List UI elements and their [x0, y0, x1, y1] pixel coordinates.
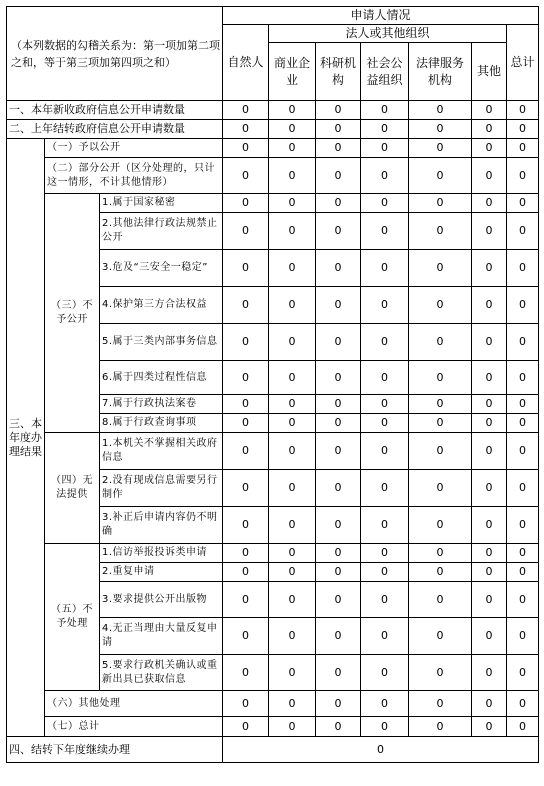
- value-cell: 0: [269, 287, 316, 324]
- value-cell: 0: [316, 717, 361, 737]
- value-cell: 0: [316, 433, 361, 470]
- value-cell: 0: [472, 507, 507, 544]
- value-cell: 0: [361, 655, 409, 691]
- value-cell: 0: [269, 158, 316, 194]
- row-carried-over: [7, 120, 539, 139]
- value-cell: 0: [223, 618, 269, 655]
- row-carry-forward: [7, 737, 539, 763]
- row-partial: [7, 158, 539, 194]
- value-cell: 0: [409, 582, 472, 618]
- item-label: 3.补正后申请内容仍不明确: [100, 507, 223, 544]
- item-label: 8.属于行政查询事项: [100, 414, 223, 433]
- value-cell: 0: [316, 655, 361, 691]
- value-cell: 0: [409, 324, 472, 361]
- value-cell: 0: [316, 470, 361, 507]
- research-header: 科研机构: [316, 43, 361, 101]
- value-cell: 0: [361, 361, 409, 395]
- value-cell: 0: [409, 414, 472, 433]
- value-cell: 0: [472, 213, 507, 250]
- value-cell: 0: [472, 395, 507, 414]
- value-cell: 0: [507, 194, 539, 213]
- value-cell: 0: [409, 563, 472, 582]
- item-label: 1.本机关不掌握相关政府信息: [100, 433, 223, 470]
- value-cell: 0: [507, 544, 539, 563]
- value-cell: 0: [361, 691, 409, 717]
- value-cell: 0: [269, 120, 316, 139]
- value-cell: 0: [472, 470, 507, 507]
- value-cell: 0: [507, 470, 539, 507]
- value-cell: 0: [409, 120, 472, 139]
- value-cell: 0: [316, 139, 361, 158]
- value-cell: 0: [269, 544, 316, 563]
- value-cell: 0: [269, 101, 316, 120]
- value-cell: 0: [223, 139, 269, 158]
- value-cell: 0: [409, 507, 472, 544]
- row-label-other-processing: （六）其他处理: [45, 691, 223, 717]
- value-cell: 0: [316, 101, 361, 120]
- value-cell: 0: [361, 287, 409, 324]
- value-cell: 0: [409, 361, 472, 395]
- value-cell: 0: [223, 717, 269, 737]
- other-header: 其他: [472, 43, 507, 101]
- value-cell: 0: [223, 120, 269, 139]
- value-cell: 0: [507, 395, 539, 414]
- value-cell: 0: [409, 250, 472, 287]
- value-cell: 0: [269, 139, 316, 158]
- value-cell: 0: [316, 213, 361, 250]
- note-cell: （本列数据的勾稽关系为：第一项加第二项之和，等于第三项加第四项之和）: [7, 7, 223, 101]
- group-unable-provide-label: （四）无法提供: [45, 433, 100, 544]
- value-cell: 0: [361, 120, 409, 139]
- value-cell: 0: [472, 194, 507, 213]
- value-cell: 0: [223, 433, 269, 470]
- value-cell: 0: [472, 158, 507, 194]
- legal-group-header: 法人或其他组织: [269, 25, 507, 43]
- value-cell: 0: [223, 507, 269, 544]
- value-cell: 0: [472, 691, 507, 717]
- value-cell: 0: [316, 544, 361, 563]
- value-cell: 0: [507, 361, 539, 395]
- value-cell: 0: [269, 194, 316, 213]
- value-cell: 0: [223, 158, 269, 194]
- value-cell: 0: [316, 395, 361, 414]
- value-cell: 0: [361, 194, 409, 213]
- value-cell: 0: [223, 470, 269, 507]
- value-cell: 0: [409, 691, 472, 717]
- value-cell: 0: [223, 691, 269, 717]
- value-cell: 0: [269, 507, 316, 544]
- value-cell: 0: [223, 563, 269, 582]
- value-cell: 0: [361, 213, 409, 250]
- value-cell: 0: [472, 414, 507, 433]
- value-cell: 0: [507, 158, 539, 194]
- value-cell: 0: [472, 101, 507, 120]
- value-cell: 0: [269, 618, 316, 655]
- value-cell: 0: [472, 717, 507, 737]
- value-cell: 0: [223, 101, 269, 120]
- value-cell: 0: [316, 287, 361, 324]
- value-cell: 0: [472, 139, 507, 158]
- group-unable-provide-row: [7, 433, 539, 470]
- value-cell: 0: [269, 582, 316, 618]
- item-label: 7.属于行政执法案卷: [100, 395, 223, 414]
- value-cell: 0: [507, 507, 539, 544]
- row-other-processing: [7, 691, 539, 717]
- value-cell: 0: [316, 563, 361, 582]
- value-cell: 0: [316, 194, 361, 213]
- carry-forward-value: 0: [223, 737, 539, 763]
- value-cell: 0: [269, 250, 316, 287]
- item-label: 2.没有现成信息需要另行制作: [100, 470, 223, 507]
- value-cell: 0: [472, 324, 507, 361]
- item-label: 4.保护第三方合法权益: [100, 287, 223, 324]
- value-cell: 0: [361, 618, 409, 655]
- value-cell: 0: [507, 618, 539, 655]
- item-label: 4.无正当理由大量反复申请: [100, 618, 223, 655]
- value-cell: 0: [507, 139, 539, 158]
- value-cell: 0: [507, 287, 539, 324]
- value-cell: 0: [316, 618, 361, 655]
- value-cell: 0: [361, 507, 409, 544]
- value-cell: 0: [409, 717, 472, 737]
- row-label-total: （七）总计: [45, 717, 223, 737]
- value-cell: 0: [409, 470, 472, 507]
- value-cell: 0: [507, 414, 539, 433]
- value-cell: 0: [472, 544, 507, 563]
- value-cell: 0: [472, 250, 507, 287]
- value-cell: 0: [269, 414, 316, 433]
- value-cell: 0: [507, 324, 539, 361]
- value-cell: 0: [409, 655, 472, 691]
- gov-info-disclosure-table: [6, 6, 539, 763]
- value-cell: 0: [361, 101, 409, 120]
- value-cell: 0: [361, 250, 409, 287]
- row-label-carry-forward: 四、结转下年度继续办理: [7, 737, 223, 763]
- value-cell: 0: [409, 194, 472, 213]
- value-cell: 0: [223, 194, 269, 213]
- value-cell: 0: [507, 691, 539, 717]
- value-cell: 0: [507, 120, 539, 139]
- item-label: 3.要求提供公开出版物: [100, 582, 223, 618]
- value-cell: 0: [361, 414, 409, 433]
- group-not-disclosed-label: （三）不予公开: [45, 194, 100, 433]
- group-not-processed-row: [7, 544, 539, 563]
- value-cell: 0: [361, 139, 409, 158]
- value-cell: 0: [223, 213, 269, 250]
- value-cell: 0: [223, 544, 269, 563]
- value-cell: 0: [223, 414, 269, 433]
- section-results-label: 三、本年度办理结果: [7, 139, 45, 737]
- value-cell: 0: [269, 691, 316, 717]
- value-cell: 0: [507, 582, 539, 618]
- commercial-header: 商业企业: [269, 43, 316, 101]
- value-cell: 0: [361, 582, 409, 618]
- value-cell: 0: [361, 395, 409, 414]
- value-cell: 0: [409, 287, 472, 324]
- value-cell: 0: [361, 470, 409, 507]
- item-label: 1.信访举报投诉类申请: [100, 544, 223, 563]
- value-cell: 0: [472, 655, 507, 691]
- value-cell: 0: [409, 101, 472, 120]
- value-cell: 0: [507, 655, 539, 691]
- item-label: 2.其他法律行政法规禁止公开: [100, 213, 223, 250]
- total-header: 总计: [507, 25, 539, 101]
- row-label-new-requests: 一、本年新收政府信息公开申请数量: [7, 101, 223, 120]
- value-cell: 0: [472, 120, 507, 139]
- value-cell: 0: [409, 433, 472, 470]
- social-header: 社会公益组织: [361, 43, 409, 101]
- legal-service-header: 法律服务机构: [409, 43, 472, 101]
- value-cell: 0: [361, 717, 409, 737]
- value-cell: 0: [316, 691, 361, 717]
- value-cell: 0: [409, 618, 472, 655]
- group-not-processed-label: （五）不予处理: [45, 544, 100, 691]
- applicant-header: 申请人情况: [223, 7, 539, 25]
- value-cell: 0: [269, 324, 316, 361]
- row-total: [7, 717, 539, 737]
- value-cell: 0: [269, 717, 316, 737]
- value-cell: 0: [361, 563, 409, 582]
- item-label: 5.属于三类内部事务信息: [100, 324, 223, 361]
- value-cell: 0: [223, 655, 269, 691]
- value-cell: 0: [223, 395, 269, 414]
- value-cell: 0: [507, 717, 539, 737]
- value-cell: 0: [472, 618, 507, 655]
- value-cell: 0: [409, 544, 472, 563]
- value-cell: 0: [316, 120, 361, 139]
- item-label: 3.危及“三安全一稳定”: [100, 250, 223, 287]
- value-cell: 0: [223, 287, 269, 324]
- value-cell: 0: [472, 433, 507, 470]
- natural-person-header: 自然人: [223, 25, 269, 101]
- row-label-disclosed: （一）予以公开: [45, 139, 223, 158]
- value-cell: 0: [409, 139, 472, 158]
- value-cell: 0: [223, 250, 269, 287]
- value-cell: 0: [269, 470, 316, 507]
- value-cell: 0: [316, 582, 361, 618]
- value-cell: 0: [316, 250, 361, 287]
- value-cell: 0: [507, 213, 539, 250]
- value-cell: 0: [269, 563, 316, 582]
- value-cell: 0: [361, 433, 409, 470]
- header-row-1: [7, 7, 539, 25]
- item-label: 5.要求行政机关确认或重新出具已获取信息: [100, 655, 223, 691]
- group-not-disclosed-row: [7, 194, 539, 213]
- row-disclosed: [7, 139, 539, 158]
- value-cell: 0: [269, 655, 316, 691]
- item-label: 1.属于国家秘密: [100, 194, 223, 213]
- value-cell: 0: [507, 433, 539, 470]
- value-cell: 0: [472, 582, 507, 618]
- value-cell: 0: [472, 361, 507, 395]
- value-cell: 0: [316, 324, 361, 361]
- value-cell: 0: [409, 395, 472, 414]
- value-cell: 0: [361, 324, 409, 361]
- row-label-partial: （二）部分公开（区分处理的，只计这一情形，不计其他情形）: [45, 158, 223, 194]
- row-label-carried-over: 二、上年结转政府信息公开申请数量: [7, 120, 223, 139]
- value-cell: 0: [409, 213, 472, 250]
- value-cell: 0: [507, 563, 539, 582]
- item-label: 2.重复申请: [100, 563, 223, 582]
- value-cell: 0: [269, 433, 316, 470]
- value-cell: 0: [316, 158, 361, 194]
- value-cell: 0: [223, 361, 269, 395]
- value-cell: 0: [472, 563, 507, 582]
- value-cell: 0: [223, 324, 269, 361]
- value-cell: 0: [361, 544, 409, 563]
- value-cell: 0: [361, 158, 409, 194]
- value-cell: 0: [507, 250, 539, 287]
- value-cell: 0: [269, 361, 316, 395]
- value-cell: 0: [507, 101, 539, 120]
- value-cell: 0: [316, 361, 361, 395]
- value-cell: 0: [409, 158, 472, 194]
- row-new-requests: [7, 101, 539, 120]
- value-cell: 0: [472, 287, 507, 324]
- value-cell: 0: [269, 395, 316, 414]
- value-cell: 0: [316, 507, 361, 544]
- value-cell: 0: [223, 582, 269, 618]
- item-label: 6.属于四类过程性信息: [100, 361, 223, 395]
- value-cell: 0: [269, 213, 316, 250]
- value-cell: 0: [316, 414, 361, 433]
